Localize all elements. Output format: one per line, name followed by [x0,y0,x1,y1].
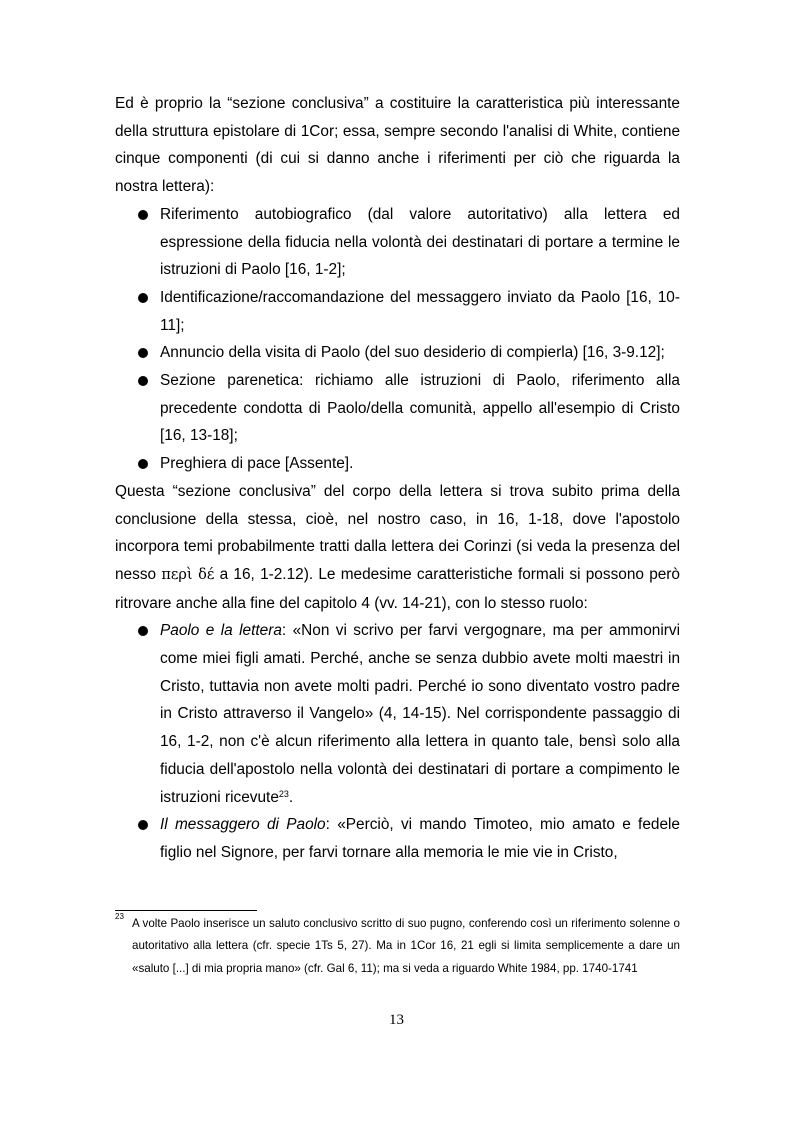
list-item [115,811,680,866]
page-number: 13 [389,1012,404,1028]
list-item: Riferimento autobiografico (dal valore autoritativo) alla lettera ed espressione della fiducia nella volontà dei destinatari di portare a termine le istruzioni di Paolo [16, 1-2]; [115,201,680,284]
item-text: : «Perciò, vi mando Timoteo, mio amato e fedele figlio nel Signore, per farvi tornare alla memoria le mie vie in Cristo, [160,816,680,861]
paragraph-intro: Ed è proprio la “sezione conclusiva” a costituire la caratteristica più interessante della struttura epistolare di 1Cor; essa, sempre secondo l'analisi di White, contiene cinque componenti (di cui si danno anche i riferimenti per ciò che riguarda la nostra lettera): [115,95,680,196]
item-label: Il messaggero di Paolo [160,816,326,834]
greek-phrase: περὶ δέ [161,566,215,583]
item-label: Paolo e la lettera [160,622,282,640]
footnote-number: 23 [115,912,124,921]
conclusive-section-list [115,201,680,478]
paragraph-conclusion [115,478,680,618]
footnote-divider [115,910,257,911]
main-text [115,90,680,867]
list-item: Preghiera di pace [Assente]. [115,450,680,478]
list-item: Annuncio della visita di Paolo (del suo desiderio di compierla) [16, 3-9.12]; [115,339,680,367]
list-item [115,617,680,811]
list-item: Identificazione/raccomandazione del messaggero inviato da Paolo [16, 10-11]; [115,284,680,339]
chapter4-list [115,617,680,866]
paragraph-conclusion-middle: a 16, 1-2.12). Le medesime caratteristiche formali si possono [214,565,650,583]
paragraph-conclusion-end: però ritrovare anche alla fine del capitolo 4 (vv. 14-21), con lo stesso ruolo: [115,565,680,612]
footnote [115,913,680,980]
item-text-end: . [288,788,294,806]
footnote-text: A volte Paolo inserisce un saluto conclusivo scritto di suo pugno, conferendo così un riferimento solenne o autoritativo alla lettera (cfr. specie 1Ts 5, 27). Ma in 1Cor 16, 21 egli si limita semplicemente a dare un «saluto [...] di mia propria mano» (cfr. Gal 6, 11); ma si veda a riguardo White 1984, pp. 1740-1741 [132,917,680,975]
footnote-reference[interactable]: 23 [278,788,289,799]
list-item: Sezione parenetica: richiamo alle istruzioni di Paolo, riferimento alla precedente condotta di Paolo/della comunità, appello all'esempio di Cristo [16, 13-18]; [115,367,680,450]
paragraph-conclusion-start: Questa “sezione conclusiva” del corpo della lettera si trova subito prima della conclusione della stessa, cioè, nel nostro caso, in 16, 1-18, dove l'apostolo incorpora temi probabilmente tratti dalla lettera dei Corinzi (si veda la presenza del nesso [115,482,680,583]
item-text: : «Non vi scrivo per farvi vergognare, ma per ammonirvi come miei figli amati. Perché, anche se senza dubbio avete molti maestri in Cristo, tuttavia non avete molti padri. Perché io sono diventato vostro padre in Cristo attraverso il Vangelo» (4, 14-15). Nel corrispondente passaggio di 16, 1-2, non c'è alcun riferimento alla lettera in quanto tale, bensì solo alla fiducia dell'apostolo nella volontà dei destinatari di portare a compimento le istruzioni ricevute [160,622,680,806]
